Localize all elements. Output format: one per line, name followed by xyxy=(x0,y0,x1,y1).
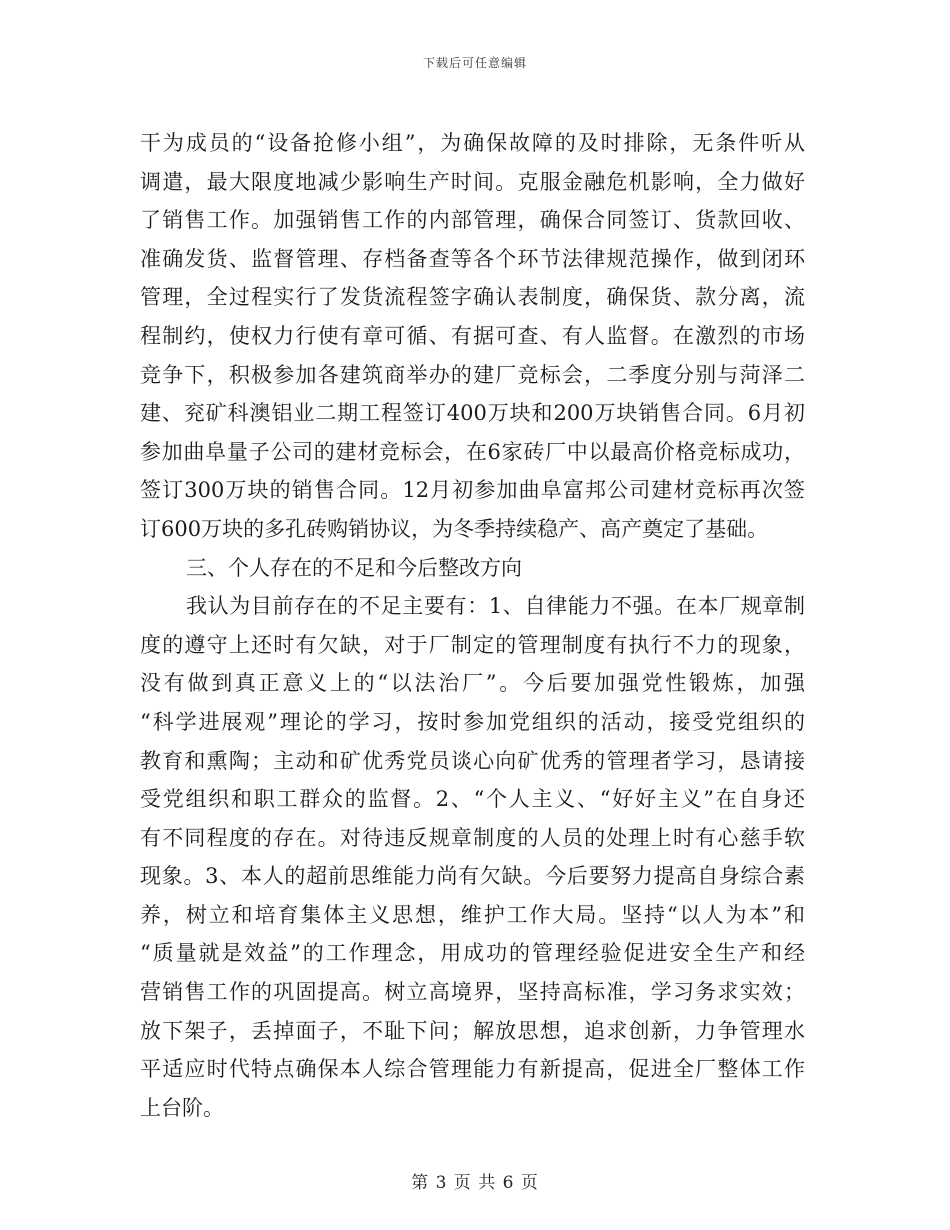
body-line: “质量就是效益”的工作理念，用成功的管理经验促进安全生产和经 xyxy=(140,941,805,966)
body-line: 营销售工作的巩固提高。树立高境界，坚持高标准，学习务求实效； xyxy=(140,980,805,1005)
body-line: 参加曲阜量子公司的建材竞标会，在6家砖厂中以最高价格竞标成功， xyxy=(140,439,805,464)
page-number: 第 3 页 共 6 页 xyxy=(411,1173,539,1193)
body-line: 订600万块的多孔砖购销协议，为冬季持续稳产、高产奠定了基础。 xyxy=(140,516,769,541)
body-line: 受党组织和职工群众的监督。2、“个人主义、“好好主义”在自身还 xyxy=(140,787,805,812)
body-line: 管理，全过程实行了发货流程签字确认表制度，确保货、款分离，流 xyxy=(140,285,805,310)
section-heading: 三、个人存在的不足和今后整改方向 xyxy=(186,555,522,580)
body-line: 调遣，最大限度地减少影响生产时间。克服金融危机影响，全力做好 xyxy=(140,169,805,194)
body-line: 放下架子，丢掉面子，不耻下问；解放思想，追求创新，力争管理水 xyxy=(140,1018,805,1043)
page-header: 下载后可任意编辑 xyxy=(422,56,527,70)
body-line: 平适应时代特点确保本人综合管理能力有新提高，促进全厂整体工作 xyxy=(140,1057,805,1082)
body-line: 干为成员的“设备抢修小组”，为确保故障的及时排除，无条件听从 xyxy=(140,131,805,155)
body-line: 了销售工作。加强销售工作的内部管理，确保合同签订、货款回收、 xyxy=(140,208,805,233)
body-line: 上台阶。 xyxy=(140,1095,224,1120)
body-line: 程制约，使权力行使有章可循、有据可查、有人监督。在激烈的市场 xyxy=(140,323,805,348)
body-line: 没有做到真正意义上的“以法治厂”。今后要加强党性锻炼，加强 xyxy=(140,671,805,696)
document-body xyxy=(140,124,805,1127)
body-line: 度的遵守上还时有欠缺，对于厂制定的管理制度有执行不力的现象， xyxy=(140,632,805,657)
body-line: 教育和熏陶；主动和矿优秀党员谈心向矿优秀的管理者学习，恳请接 xyxy=(140,748,805,773)
body-line: 现象。3、本人的超前思维能力尚有欠缺。今后要努力提高自身综合素 xyxy=(140,864,805,889)
body-line: 我认为目前存在的不足主要有：1、自律能力不强。在本厂规章制 xyxy=(186,594,805,619)
body-line: 有不同程度的存在。对待违反规章制度的人员的处理上时有心慈手软 xyxy=(140,825,805,850)
body-line: 养，树立和培育集体主义思想，维护工作大局。坚持“以人为本”和 xyxy=(140,902,805,927)
body-line: 签订300万块的销售合同。12月初参加曲阜富邦公司建材竞标再次签 xyxy=(140,478,805,503)
body-line: “科学进展观”理论的学习，按时参加党组织的活动，接受党组织的 xyxy=(140,709,805,734)
body-line: 准确发货、监督管理、存档备查等各个环节法律规范操作，做到闭环 xyxy=(140,246,805,271)
body-line: 竞争下，积极参加各建筑商举办的建厂竞标会，二季度分别与菏泽二 xyxy=(140,362,805,387)
body-line: 建、兖矿科澳铝业二期工程签订400万块和200万块销售合同。6月初 xyxy=(140,401,805,426)
